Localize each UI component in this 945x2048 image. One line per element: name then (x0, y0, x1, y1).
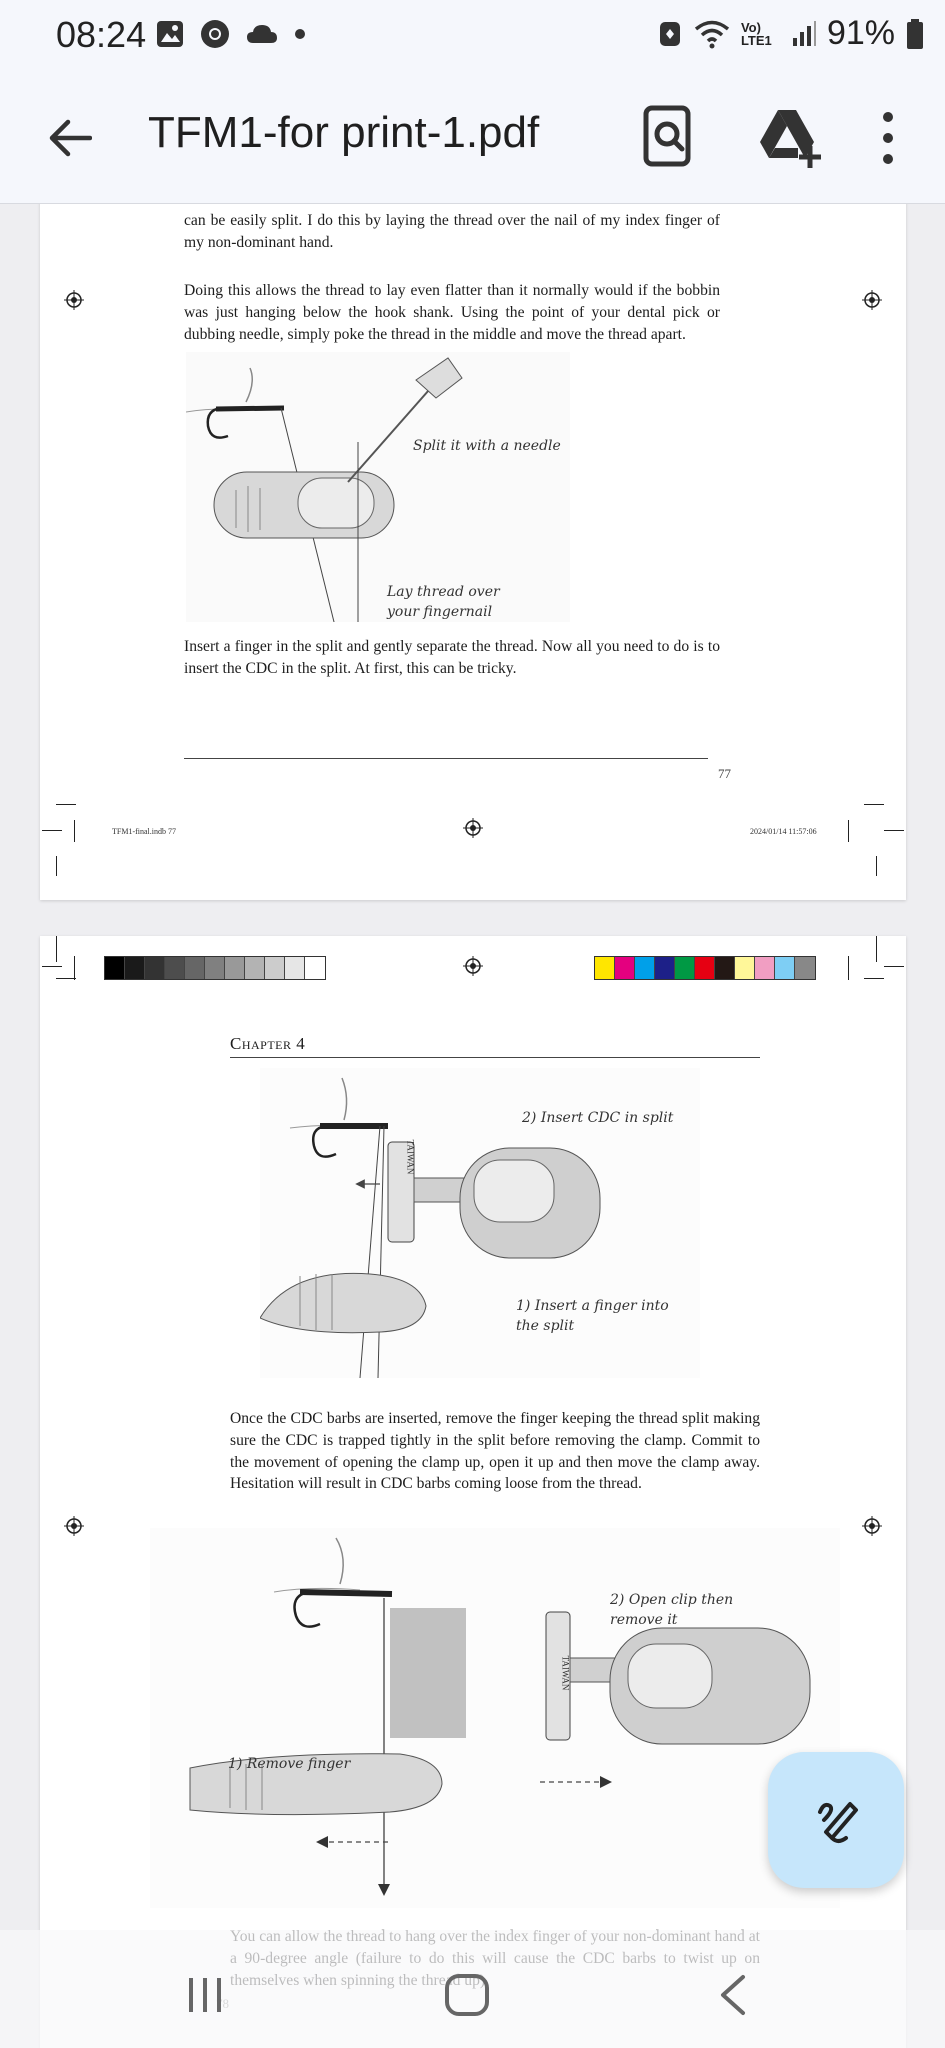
footer-file-name: TFM1-final.indb 77 (112, 827, 176, 836)
color-swatch (245, 957, 265, 979)
crop-mark (56, 856, 57, 876)
document-search-icon (636, 102, 700, 172)
crop-mark (74, 956, 75, 980)
color-swatch (755, 957, 775, 979)
color-swatch (125, 957, 145, 979)
footer-rule (184, 758, 708, 759)
figure-label-split: Split it with a needle (413, 438, 561, 454)
figure-label-lay: Lay thread over your fingernail (387, 584, 500, 620)
registration-mark-icon (463, 956, 483, 976)
page77-paragraph-1: can be easily split. I do this by laying the thread over the nail of my index finger of my non-dominant hand. (184, 212, 720, 251)
color-swatch (225, 957, 245, 979)
more-dot-icon (883, 133, 893, 143)
color-swatch (185, 957, 205, 979)
color-swatch (305, 957, 325, 979)
signal-icon (791, 20, 817, 48)
crop-mark (42, 830, 62, 831)
wifi-icon (693, 19, 731, 49)
remove-clamp-illustration (150, 1528, 840, 1908)
chapter-rule (230, 1057, 760, 1058)
crop-mark (74, 820, 75, 842)
document-title: TFM1-for print-1.pdf (148, 108, 540, 157)
crop-mark (848, 820, 849, 842)
find-in-document-button[interactable] (636, 102, 700, 172)
crop-mark (42, 966, 62, 967)
color-swatch (105, 957, 125, 979)
figure-label-remove-finger: 1) Remove finger (228, 1756, 351, 1772)
color-swatch (265, 957, 285, 979)
page78-paragraph-1: Once the CDC barbs are inserted, remove the finger keeping the thread split making sure the CDC is trapped tightly in the split before removing the clamp. Commit to the movement of opening the clamp up, open it up and then move the clamp away. Hesitation will result in CDC barbs coming loose from the thread. (230, 1410, 760, 1493)
color-swatch (695, 957, 715, 979)
color-swatch (615, 957, 635, 979)
battery-saver-icon (657, 19, 683, 49)
home-button[interactable] (445, 1974, 489, 2016)
status-time: 08:24 (56, 14, 147, 55)
color-swatch (735, 957, 755, 979)
figure-remove-clamp (150, 1528, 840, 1908)
color-swatch (145, 957, 165, 979)
app-bar (0, 72, 945, 204)
nav-back-icon[interactable] (718, 1974, 748, 2016)
crop-mark (876, 856, 877, 876)
figure-split-thread (186, 352, 570, 622)
color-swatch (205, 957, 225, 979)
registration-mark-icon (862, 1516, 882, 1536)
recent-apps-icon[interactable] (185, 1976, 225, 2014)
crop-mark (56, 978, 76, 979)
page-number-77: 77 (718, 766, 731, 781)
registration-mark-icon (862, 290, 882, 310)
color-swatch (285, 957, 305, 979)
back-button[interactable] (40, 108, 100, 168)
crop-mark (864, 978, 884, 979)
network-label: Vo) LTE1 (740, 19, 772, 48)
more-dot-icon (883, 154, 893, 164)
color-swatch (655, 957, 675, 979)
status-bar (0, 0, 945, 72)
color-swatch (595, 957, 615, 979)
pdf-page-78 (40, 936, 906, 2048)
clamp-brand-text: TAIWAN (405, 1139, 416, 1175)
cloud-icon (245, 21, 279, 47)
page77-paragraph-3: Insert a finger in the split and gently separate the thread. Now all you need to do is to insert the CDC in the split. At first, this can be tricky. (184, 638, 720, 677)
clamp-brand-text: TAIWAN (560, 1655, 571, 1691)
status-right (657, 14, 925, 53)
figure-label-open-clip: 2) Open clip then remove it (610, 1592, 734, 1628)
annotate-button[interactable] (768, 1752, 904, 1888)
registration-mark-icon (463, 818, 483, 838)
notification-icons (155, 18, 307, 50)
add-to-drive-button[interactable] (756, 102, 826, 172)
more-options-button[interactable] (868, 106, 908, 170)
process-color-bar (594, 956, 816, 980)
pen-annotate-icon (808, 1792, 864, 1848)
color-swatch (675, 957, 695, 979)
drive-add-icon (756, 102, 826, 172)
footer-date: 2024/01/14 11:57:06 (750, 827, 817, 836)
battery-icon (905, 18, 925, 50)
color-swatch (715, 957, 735, 979)
crop-mark (864, 804, 884, 805)
system-navigation-bar (0, 1930, 945, 2048)
chapter-heading: Chapter 4 (230, 1034, 306, 1053)
crop-mark (876, 936, 877, 962)
battery-percent: 91% (826, 14, 895, 52)
figure-label-insert-cdc: 2) Insert CDC in split (522, 1110, 674, 1126)
crop-mark (56, 804, 76, 805)
grayscale-color-bar (104, 956, 326, 980)
chrome-icon (199, 18, 231, 50)
pdf-page-77 (40, 204, 906, 900)
crop-mark (884, 830, 904, 831)
page77-paragraph-2: Doing this allows the thread to lay even flatter than it normally would if the bobbin was just hanging below the hook shank. Using the point of your dental pick or dubbing needle, simply poke the thread in the middle and move the thread apart. (184, 282, 720, 343)
crop-mark (56, 936, 57, 962)
more-dot-icon (883, 112, 893, 122)
color-swatch (775, 957, 795, 979)
crop-mark (848, 956, 849, 980)
color-swatch (795, 957, 815, 979)
figure-label-insert-finger: 1) Insert a finger into the split (516, 1298, 669, 1334)
registration-mark-icon (64, 290, 84, 310)
dot-icon (293, 27, 307, 41)
crop-mark (884, 966, 904, 967)
registration-mark-icon (64, 1516, 84, 1536)
color-swatch (165, 957, 185, 979)
gallery-icon (155, 19, 185, 49)
color-swatch (635, 957, 655, 979)
figure-insert-cdc (260, 1068, 700, 1378)
arrow-left-icon (48, 118, 92, 158)
